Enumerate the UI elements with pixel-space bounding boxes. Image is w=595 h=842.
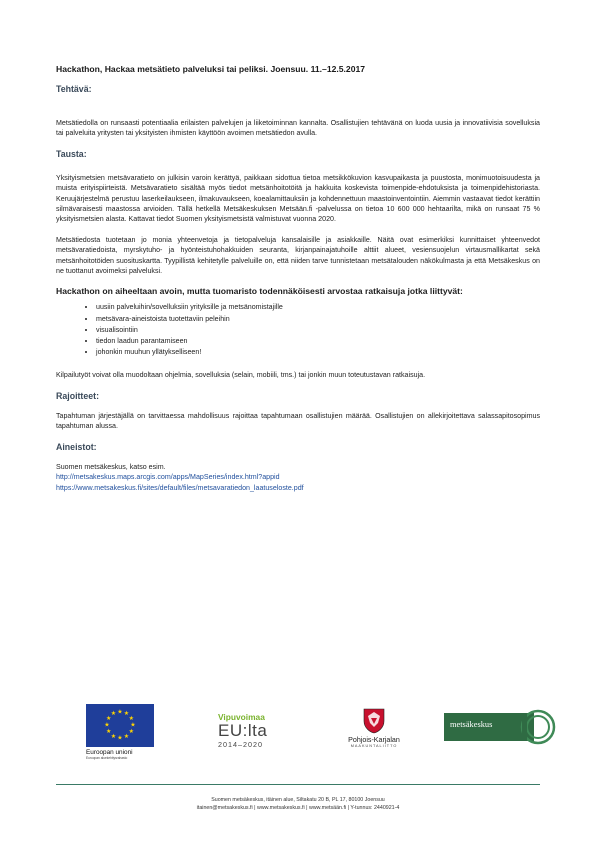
list-item: • uusiin palveluihin/sovelluksiin yrityksille ja metsänomistajille xyxy=(96,302,540,313)
svg-text:★: ★ xyxy=(128,729,134,735)
link-laatuseloste[interactable]: https://www.metsakeskus.fi/sites/default/files/metsavaratiedon_laatuseloste.pdf xyxy=(56,483,304,492)
svg-text:★: ★ xyxy=(106,716,112,722)
pk-name: Pohjois-Karjalan xyxy=(348,736,400,744)
svg-text:★: ★ xyxy=(106,729,112,735)
footer-divider xyxy=(56,784,540,785)
paragraph-hackathon: Kilpailutyöt voivat olla muodoltaan ohjelmia, sovelluksia (selain, mobiili, tms.) tai jonkin muun toteutustavan ratkaisuja. xyxy=(56,371,426,380)
footer-address: Suomen metsäkeskus, itäinen alue, Siltakatu 20 B, PL 17, 80100 Joensuu xyxy=(211,797,385,803)
paragraph-tausta-2: Metsätiedosta tuotetaan jo monia yhteenvetoja ja tietopalveluja kansalaisille ja asiakkaille. Näitä ovat esimerkiksi kunnittaiset yhteenvedot metsävaratiedoista, myrskytuho- ja hyönteistuhohakkuiden seuranta, kirjanpainajatuhoille alttiit alueet, vesiensuojelun virtausmallikartat sekä metsänhoitotöiden suosituskartta. Tyypillistä kehitetylle palveluille on, että niiden tarve tunnistetaan metsätalouden näkökulmasta ja että Metsäkeskus on ne tuottanut avoimeksi palveluksi. xyxy=(56,235,540,276)
svg-text:★: ★ xyxy=(110,711,117,718)
svg-text:★: ★ xyxy=(123,711,130,718)
aineistot-intro: Suomen metsäkeskus, katso esim. xyxy=(56,462,166,471)
document-body xyxy=(56,64,540,493)
footer xyxy=(56,796,540,812)
pk-subname: MAAKUNTALIITTO xyxy=(350,744,398,748)
vipuvoimaa-years: 2014–2020 xyxy=(218,740,263,749)
heading-aineistot: Aineistot: xyxy=(56,441,97,452)
crest-icon xyxy=(363,708,385,734)
list-item: • visualisointiin xyxy=(96,325,540,336)
vipuvoimaa-mid: EU:lta xyxy=(218,721,268,740)
svg-text:★: ★ xyxy=(117,709,123,716)
vipuvoimaa-logo xyxy=(218,712,294,766)
eu-subcaption: Euroopan aluekehitysrahasto xyxy=(86,756,128,760)
heading-tehtava: Tehtävä: xyxy=(56,84,92,94)
paragraph-tehtava: Metsätiedolla on runsaasti potentiaalia erilaisten palvelujen ja liiketoiminnan kannalta. Osallistujien tehtävänä on luoda uusia ja innovatiivisia sovelluksia tai palveluita yritysten tai yksityisten ihmisten käyttöön avoimen metsätiedon avulla. xyxy=(56,119,540,138)
tree-ring-icon xyxy=(520,706,556,748)
paragraph-rajoitteet: Tapahtuman järjestäjällä on tarvittaessa mahdollisuus rajoittaa tapahtumaan osallistujien määrää. Osallistujien on allekirjoitettava salassapitosopimus tapahtuman alussa. xyxy=(56,411,540,431)
mk-text: metsäkeskus xyxy=(450,720,493,729)
heading-tausta: Tausta: xyxy=(56,148,87,159)
eu-caption: Euroopan unioni xyxy=(86,749,133,756)
vipuvoimaa-top: Vipuvoimaa xyxy=(218,712,265,722)
heading-hackathon: Hackathon on aiheeltaan avoin, mutta tuomaristo todennäköisesti arvostaa ratkaisuja jotka liittyvät: xyxy=(56,286,463,297)
metsakeskus-logo xyxy=(444,706,556,748)
list-item: • metsävara-aineistoista tuotettaviin peleihin xyxy=(96,314,540,325)
svg-text:★: ★ xyxy=(123,733,130,740)
logo-row xyxy=(0,702,595,768)
footer-contacts: itainen@metsakeskus.fi | www.metsakeskus.fi | www.metsään.fi | Y-tunnus: 2440921-4 xyxy=(196,805,400,811)
svg-text:★: ★ xyxy=(104,722,110,729)
document-title: Hackathon, Hackaa metsätieto palveluksi tai peliksi. Joensuu. 11.–12.5.2017 xyxy=(56,64,366,74)
list-item: • tiedon laadun parantamiseen xyxy=(96,336,540,347)
heading-rajoitteet: Rajoitteet: xyxy=(56,390,100,401)
topic-list xyxy=(56,302,540,358)
eu-logo xyxy=(86,704,156,766)
link-arcgis[interactable]: http://metsakeskus.maps.arcgis.com/apps/MapSeries/index.html?appid xyxy=(56,473,280,482)
svg-text:★: ★ xyxy=(128,716,134,722)
svg-text:★: ★ xyxy=(130,722,136,729)
list-item: • johonkin muuhun yllätykselliseen! xyxy=(96,347,540,358)
svg-text:★: ★ xyxy=(117,735,123,742)
pohjois-karjala-logo xyxy=(334,708,414,766)
paragraph-tausta-1: Yksityismetsien metsävaratieto on julkisin varoin kerättyä, paikkaan sidottua tietoa metsikkökuvion kasvupaikasta ja puustosta, monimuotoisuudesta ja muista erityispiirteistä. Metsävaratieto sisältää myös tiedot metsänhoitotöitä ja hakkuita koskevista toimenpide-ehdotuksista ja toimenpidehistoriasta. Keruujärjestelmä perustuu laserkeilaukseen, ilmakuvaukseen, koealamittauksiin ja kohdennettuun maastoinventointiin. Aiemmin vastaavat tiedot kerättiin silmävaraisesti maastossa arvioiden. Tällä hetkellä Metsäkeskuksen Metsään.fi -palvelussa on tietoa 10 600 000 hehtaarilta, mikä on runsaat 75 % yksityismetsien alasta. Kattavat tiedot Suomen yksityismetsistä valmistuvat vuonna 2020. xyxy=(56,173,540,224)
svg-text:★: ★ xyxy=(110,733,117,740)
eu-flag-icon xyxy=(86,704,154,747)
